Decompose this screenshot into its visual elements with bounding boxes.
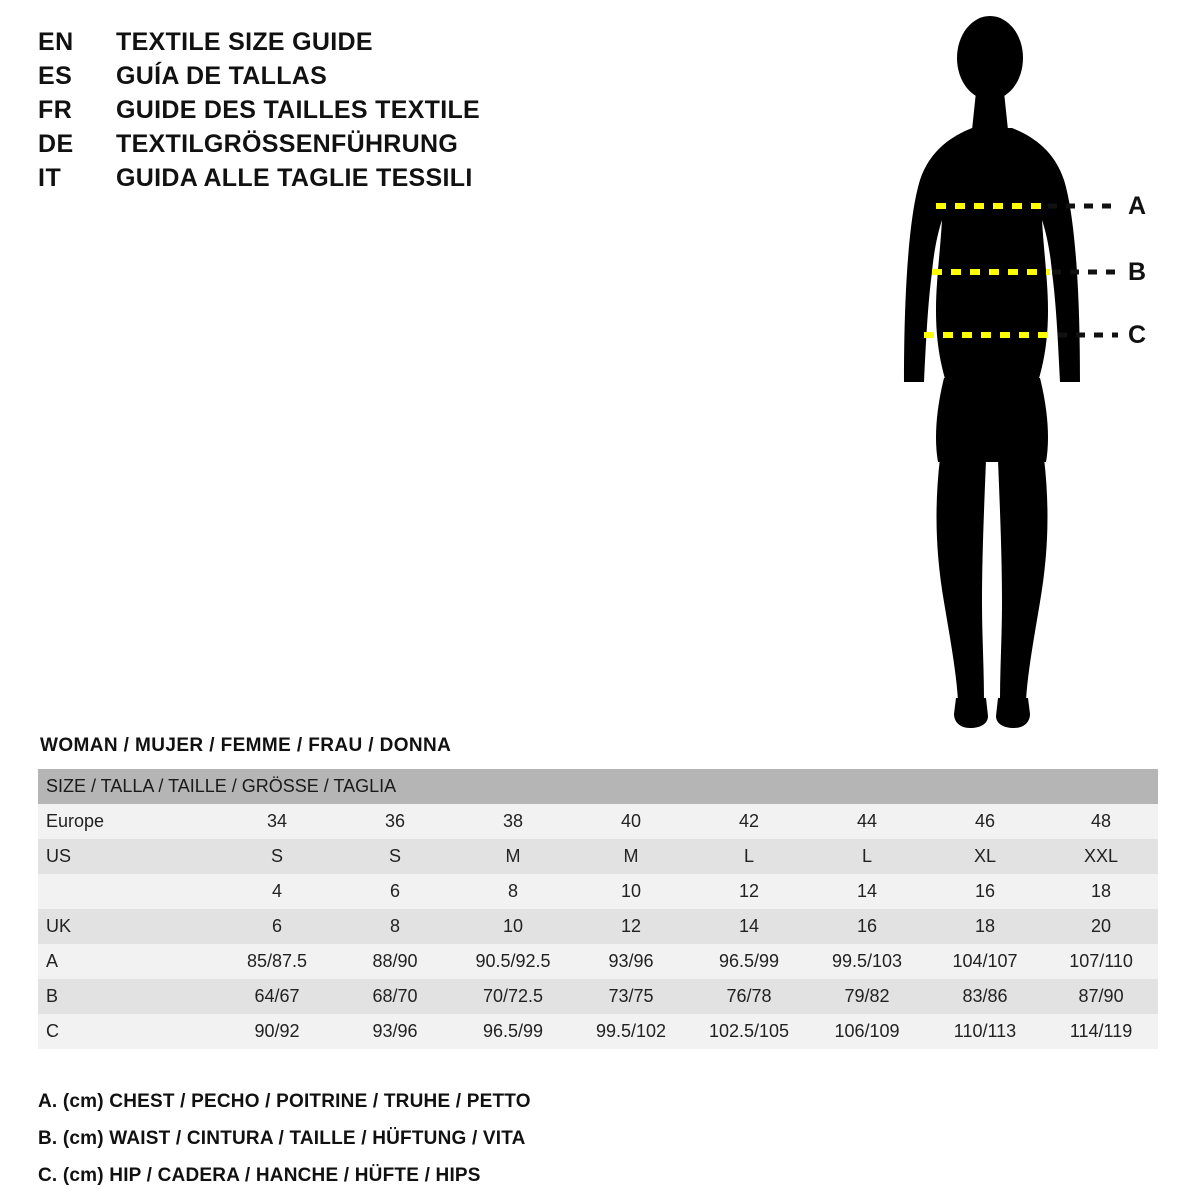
marker-label-a: A <box>1128 192 1147 220</box>
footnote-waist: B. (cm) WAIST / CINTURA / TAILLE / HÜFTUNG / VITA <box>38 1128 526 1149</box>
row-label: C <box>38 1014 218 1049</box>
female-silhouette-icon <box>860 10 1190 750</box>
cell: 14 <box>690 909 808 944</box>
cell: 87/90 <box>1044 979 1158 1014</box>
row-label: B <box>38 979 218 1014</box>
language-row <box>38 164 658 198</box>
row-label: A <box>38 944 218 979</box>
cell: 4 <box>218 874 336 909</box>
cell: 110/113 <box>926 1014 1044 1049</box>
cell: 68/70 <box>336 979 454 1014</box>
cell: 8 <box>336 909 454 944</box>
cell: 16 <box>808 909 926 944</box>
language-code: EN <box>38 28 74 56</box>
cell: 76/78 <box>690 979 808 1014</box>
language-title: TEXTILGRÖSSENFÜHRUNG <box>116 130 459 158</box>
cell: L <box>808 839 926 874</box>
language-title: GUIDA ALLE TAGLIE TESSILI <box>116 164 473 192</box>
cell: XXL <box>1044 839 1158 874</box>
language-code: DE <box>38 130 74 158</box>
row-label <box>38 874 218 909</box>
cell: 40 <box>572 804 690 839</box>
cell: 42 <box>690 804 808 839</box>
table-row <box>38 1014 1158 1049</box>
footnote-chest: A. (cm) CHEST / PECHO / POITRINE / TRUHE / PETTO <box>38 1091 531 1112</box>
cell: 88/90 <box>336 944 454 979</box>
footnote-hip: C. (cm) HIP / CADERA / HANCHE / HÜFTE / HIPS <box>38 1165 481 1186</box>
language-title: TEXTILE SIZE GUIDE <box>116 28 373 56</box>
cell: 34 <box>218 804 336 839</box>
cell: 12 <box>690 874 808 909</box>
cell: 99.5/103 <box>808 944 926 979</box>
cell: 18 <box>926 909 1044 944</box>
row-label: UK <box>38 909 218 944</box>
table-row <box>38 909 1158 944</box>
cell: 99.5/102 <box>572 1014 690 1049</box>
cell: 12 <box>572 909 690 944</box>
language-code: IT <box>38 164 62 192</box>
cell: 90.5/92.5 <box>454 944 572 979</box>
cell: 14 <box>808 874 926 909</box>
cell: 6 <box>336 874 454 909</box>
table-header-label: SIZE / TALLA / TAILLE / GRÖSSE / TAGLIA <box>38 769 1158 804</box>
cell: 104/107 <box>926 944 1044 979</box>
cell: 79/82 <box>808 979 926 1014</box>
cell: L <box>690 839 808 874</box>
female-body-diagram <box>860 10 1190 750</box>
language-row <box>38 130 658 164</box>
cell: 83/86 <box>926 979 1044 1014</box>
cell: S <box>336 839 454 874</box>
cell: 106/109 <box>808 1014 926 1049</box>
cell: M <box>572 839 690 874</box>
language-title-block <box>38 28 658 198</box>
table-row <box>38 979 1158 1014</box>
cell: 90/92 <box>218 1014 336 1049</box>
language-row <box>38 96 658 130</box>
language-row <box>38 28 658 62</box>
row-label: Europe <box>38 804 218 839</box>
cell: 70/72.5 <box>454 979 572 1014</box>
language-title: GUÍA DE TALLAS <box>116 62 328 90</box>
size-table <box>38 769 1158 1049</box>
cell: 96.5/99 <box>690 944 808 979</box>
cell: 96.5/99 <box>454 1014 572 1049</box>
cell: 114/119 <box>1044 1014 1158 1049</box>
cell: M <box>454 839 572 874</box>
cell: 8 <box>454 874 572 909</box>
table-caption: WOMAN / MUJER / FEMME / FRAU / DONNA <box>40 735 452 756</box>
table-header-row <box>38 769 1158 804</box>
cell: 6 <box>218 909 336 944</box>
cell: 73/75 <box>572 979 690 1014</box>
cell: S <box>218 839 336 874</box>
cell: 85/87.5 <box>218 944 336 979</box>
language-title: GUIDE DES TAILLES TEXTILE <box>116 96 481 124</box>
size-table-section <box>38 735 1158 1049</box>
language-code: FR <box>38 96 73 124</box>
cell: 10 <box>454 909 572 944</box>
cell: 20 <box>1044 909 1158 944</box>
cell: 44 <box>808 804 926 839</box>
cell: 48 <box>1044 804 1158 839</box>
marker-label-c: C <box>1128 321 1147 349</box>
table-row <box>38 839 1158 874</box>
cell: 107/110 <box>1044 944 1158 979</box>
cell: 93/96 <box>572 944 690 979</box>
cell: 18 <box>1044 874 1158 909</box>
cell: 102.5/105 <box>690 1014 808 1049</box>
footnotes-block <box>38 1092 938 1203</box>
cell: 93/96 <box>336 1014 454 1049</box>
language-row <box>38 62 658 96</box>
cell: XL <box>926 839 1044 874</box>
language-code: ES <box>38 62 73 90</box>
table-row <box>38 874 1158 909</box>
cell: 10 <box>572 874 690 909</box>
table-row <box>38 804 1158 839</box>
row-label: US <box>38 839 218 874</box>
cell: 16 <box>926 874 1044 909</box>
cell: 64/67 <box>218 979 336 1014</box>
table-row <box>38 944 1158 979</box>
cell: 36 <box>336 804 454 839</box>
cell: 46 <box>926 804 1044 839</box>
cell: 38 <box>454 804 572 839</box>
marker-label-b: B <box>1128 258 1147 286</box>
